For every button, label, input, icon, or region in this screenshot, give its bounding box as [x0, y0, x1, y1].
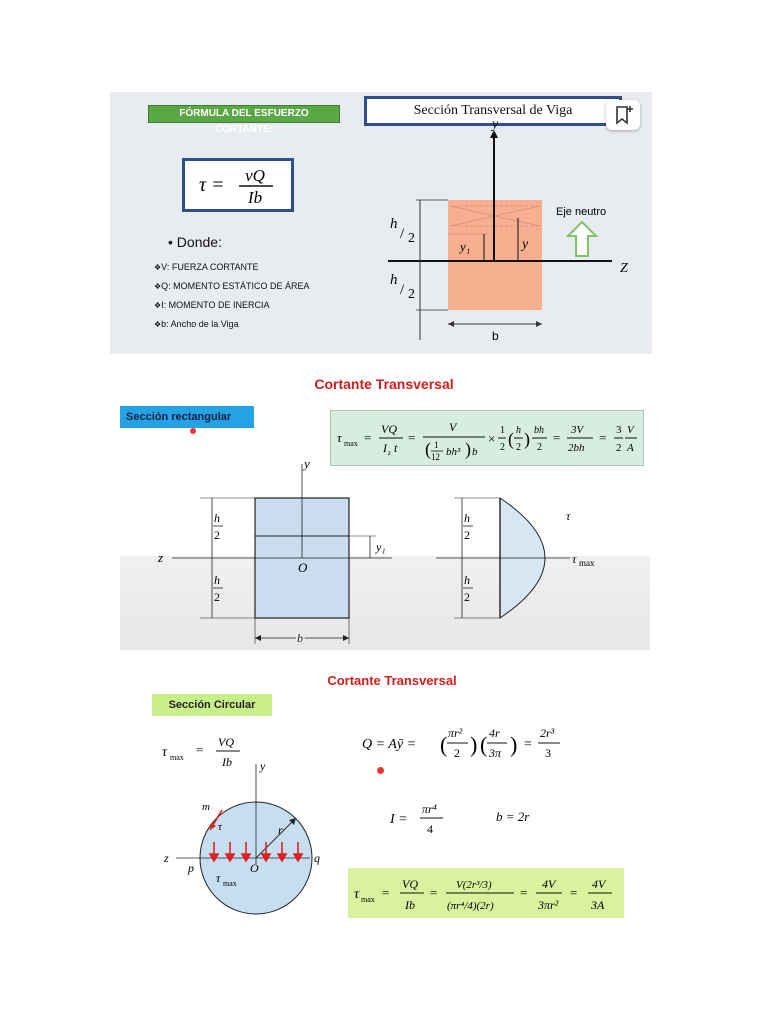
f-paren: ) [524, 429, 530, 449]
h-label: h [214, 573, 220, 587]
two-label: 2 [464, 528, 470, 542]
definition-item: ❖ I: MOMENTO DE INERCIA [154, 296, 310, 315]
f-v: V [449, 420, 457, 434]
f-ad: Ib [405, 898, 415, 912]
f-eq: = [196, 742, 204, 757]
p-label: p [188, 861, 194, 875]
f-vq: VQ [381, 422, 397, 436]
f-max: max [170, 753, 184, 762]
f-den: Ib [222, 755, 232, 769]
formula-tag: FÓRMULA DEL ESFUERZO CORTANTE: [148, 105, 340, 123]
heading-transverse-shear: Cortante Transversal [327, 673, 457, 688]
f-an: VQ [402, 877, 418, 891]
h-label: h [214, 511, 220, 525]
tau-max-label: τ [572, 552, 577, 566]
half-label: 2 [408, 287, 415, 302]
f-paren: ) [465, 439, 471, 459]
neutral-axis-label: Eje neutro [556, 206, 607, 218]
f-paren: ) [470, 732, 478, 757]
origin-label: O [250, 861, 259, 875]
f-eq: = [599, 430, 607, 445]
f-bd: (πr⁴/4)(2r) [447, 900, 494, 912]
f-paren: ( [480, 732, 488, 757]
f-t: t [394, 441, 398, 455]
circular-section-slide [150, 690, 630, 930]
z-axis-label: Z [620, 261, 628, 276]
definition-item: ❖ Q: MOMENTO ESTÁTICO DE ÁREA [154, 277, 310, 296]
f-eq: = [364, 430, 372, 445]
shear-formula-slide [110, 92, 652, 354]
b-label: b [492, 329, 499, 343]
i-lhs: I = [390, 812, 408, 827]
f-paren: ( [425, 439, 431, 459]
q-eq: = [524, 737, 532, 752]
q-p1n: πr² [448, 726, 463, 740]
circular-tag: Sección Circular [152, 694, 272, 716]
tau-label: τ [218, 821, 222, 833]
rectangular-diagram [120, 402, 650, 650]
circular-final-formula [348, 868, 624, 918]
slash: / [400, 226, 405, 242]
f-paren: ) [510, 732, 518, 757]
q-rn: 2r³ [540, 726, 555, 740]
i-d: 4 [427, 822, 433, 836]
f-1: 1 [500, 425, 505, 436]
f-paren: ( [508, 429, 514, 449]
f-2: 2 [516, 442, 521, 453]
q-p1d: 2 [454, 746, 460, 760]
rectangular-section-slide [120, 402, 650, 650]
formula-denominator: Ib [247, 188, 263, 207]
where-label: • Donde: [168, 234, 222, 250]
m-label: m [202, 801, 210, 813]
f-dd: 3A [591, 898, 605, 912]
heading-transverse-shear: Cortante Transversal [314, 376, 454, 392]
f-2: 2 [500, 442, 505, 453]
f-eq: = [553, 430, 561, 445]
slash: / [400, 282, 405, 298]
f-eq: = [382, 885, 390, 900]
y1-label: y₁ [376, 540, 386, 554]
beam-section-diagram [380, 120, 642, 348]
h-label: h [390, 272, 398, 288]
f-paren: ( [440, 732, 448, 757]
max-subscript: max [223, 879, 237, 888]
b-formula: b = 2r [496, 809, 530, 824]
tau-label: τ [566, 509, 571, 523]
up-arrow-icon [568, 222, 596, 256]
two-label: 2 [214, 590, 220, 604]
radius-label: r [278, 823, 283, 837]
f-eq: = [520, 885, 528, 900]
f-z: z [388, 449, 391, 457]
f-max: max [344, 439, 358, 448]
y-axis-label: y [260, 759, 266, 773]
half-label: 2 [408, 231, 415, 246]
f-eq: = [430, 885, 438, 900]
y1-label: y₁ [460, 239, 471, 254]
f-V: V [627, 424, 634, 436]
rectangular-tag: Sección rectangular [120, 406, 254, 428]
i-n: πr⁴ [422, 802, 437, 816]
f-2bh: 2bh [568, 442, 585, 454]
f-eq: = [570, 885, 578, 900]
y-label: y [522, 237, 529, 252]
f-i: I [383, 441, 387, 455]
f-one: 1 [434, 440, 439, 450]
f-twelve: 12 [431, 452, 440, 462]
q-p2d: 3π [489, 746, 502, 760]
formula-numerator: vQ [245, 166, 265, 185]
f-3: 3 [616, 424, 622, 436]
f-max: max [361, 895, 375, 904]
h-label: h [464, 573, 470, 587]
y-axis-label: y [304, 456, 310, 471]
two-label: 2 [214, 528, 220, 542]
q-rd: 3 [545, 746, 551, 760]
b-label: b [297, 631, 303, 645]
q-label: q [314, 851, 320, 865]
two-label: 2 [464, 590, 470, 604]
tau-max-label: τ [216, 871, 221, 885]
f-bh: bh [534, 425, 544, 436]
f-cn: 4V [542, 877, 556, 891]
section-title: Sección Transversal de Viga [364, 96, 622, 126]
f-bn: V(2r³/3) [456, 879, 492, 891]
circular-diagram [150, 754, 340, 934]
y-axis-label: y [492, 120, 499, 132]
f-cd: 3πr² [538, 898, 559, 912]
f-2: 2 [616, 442, 622, 454]
definition-item: ❖ b: Ancho de la Viga [154, 315, 310, 334]
f-tau: τ [337, 430, 342, 445]
f-eq: = [408, 430, 416, 445]
f-b: b [472, 446, 478, 458]
f-tau: τ [162, 745, 168, 760]
shear-formula [182, 158, 294, 212]
q-p2n: 4r [489, 726, 500, 740]
f-2: 2 [537, 442, 542, 453]
formula-lhs: τ = [199, 174, 225, 196]
f-times: × [488, 431, 496, 446]
f-bh3: bh³ [446, 446, 461, 458]
f-A: A [627, 442, 634, 454]
max-subscript: max [579, 558, 595, 568]
f-3v: 3V [571, 424, 584, 436]
definition-item: ❖ V: FUERZA CORTANTE [154, 258, 310, 277]
f-num: VQ [218, 735, 234, 749]
z-axis-label: z [158, 550, 164, 565]
h-label: h [390, 216, 398, 232]
f-dn: 4V [592, 877, 606, 891]
f-h: h [516, 425, 521, 436]
f-tau: τ [354, 887, 360, 902]
definitions-list [154, 258, 310, 334]
origin-label: O [298, 560, 308, 575]
z-axis-label: z [164, 851, 169, 865]
q-lhs: Q = Aȳ = [362, 737, 417, 752]
h-label: h [464, 511, 470, 525]
